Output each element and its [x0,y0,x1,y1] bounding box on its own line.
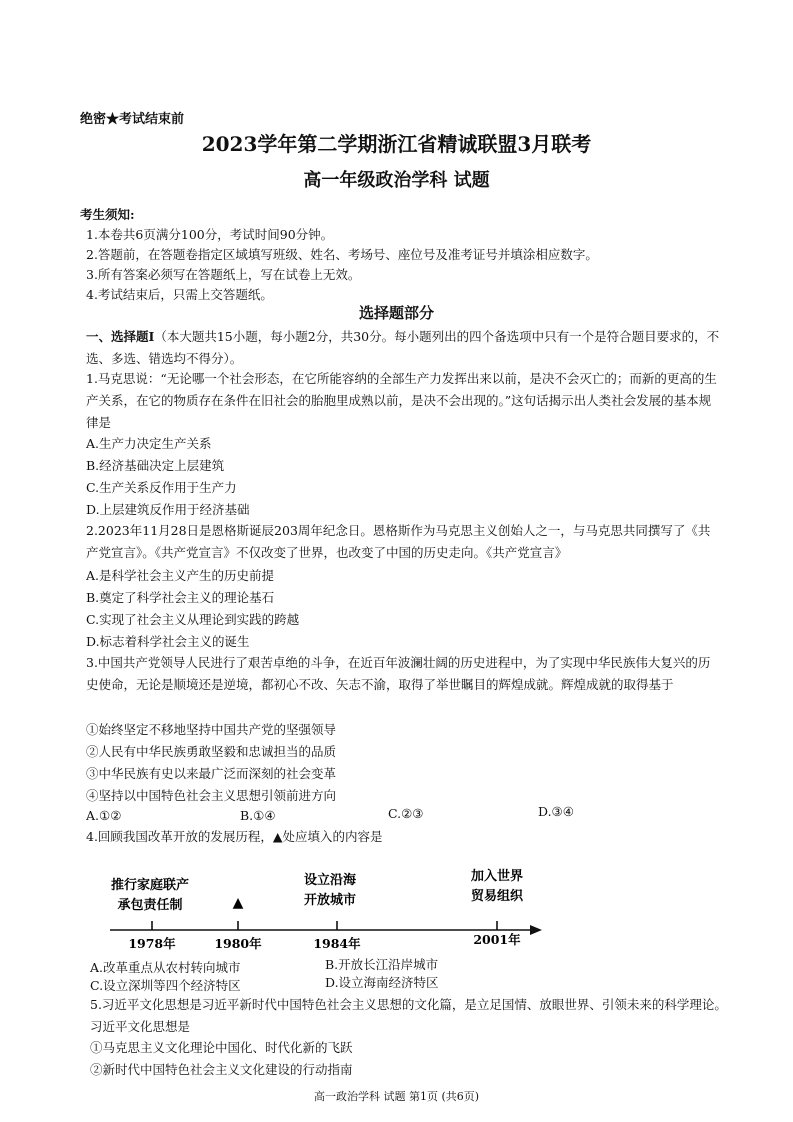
q3-option-d: D.③④ [538,804,574,819]
event-1978-line2: 承包责任制 [117,898,183,913]
notice-item: 2.答题前，在答题卷指定区域填写班级、姓名、考场号、座位号及准考证号并填涂相应数字。 [86,247,598,262]
q3-item-1: ①始终坚定不移地坚持中国共产党的坚强领导 [86,722,337,737]
notice-item: 3.所有答案必须写在答题纸上，写在试卷上无效。 [86,267,361,282]
part-intro-heading: 一、选择题Ⅰ [86,329,155,344]
q5-item-1: ①马克思主义文化理论中国化、时代化新的飞跃 [90,1040,353,1055]
notice-item: 4.考试结束后，只需上交答题纸。 [86,287,273,302]
q1-option-d: D.上层建筑反作用于经济基础 [86,502,250,517]
q1-option-a: A.生产力决定生产关系 [86,436,212,451]
q4-option-a: A.改革重点从农村转向城市 [90,960,241,975]
event-1984-line2: 开放城市 [303,893,357,908]
q2-option-d: D.标志着科学社会主义的诞生 [86,634,250,649]
confidential-label: 绝密★考试结束前 [80,112,185,127]
exam-subtitle: 高一年级政治学科 试题 [303,170,490,191]
year-2001: 2001年 [473,932,521,947]
q3-option-c: C.②③ [388,806,424,821]
q3-option-a: A.①② [86,808,122,823]
q2-option-a: A.是科学社会主义产生的历史前提 [86,568,275,583]
q4-stem: 4.回顾我国改革开放的发展历程，▲处应填入的内容是 [86,829,383,844]
event-1980-placeholder: ▲ [232,895,244,911]
q3-option-b: B.①④ [240,808,276,823]
q2-option-c: C.实现了社会主义从理论到实践的跨越 [86,612,300,627]
q3-stem: 3.中国共产党领导人民进行了艰苦卓绝的斗争，在近百年波澜壮阔的历史进程中，为了实现中华民族伟大复兴的历史使命，无论是顺境还是逆境，都初心不改、矢志不渝，取得了举世瞩目的辉煌成就。辉煌成就的取得基于 [86,655,711,692]
year-1978: 1978年 [128,936,176,951]
notice-heading: 考生须知: [80,207,135,222]
event-1978-line1: 推行家庭联产 [110,878,190,893]
q4-option-b: B.开放长江沿岸城市 [325,957,439,972]
q4-option-c: C.设立深圳等四个经济特区 [90,978,241,993]
timeline-arrow-icon [530,925,542,935]
q1-option-c: C.生产关系反作用于生产力 [86,480,237,495]
q2-option-b: B.奠定了科学社会主义的理论基石 [86,590,275,605]
exam-title: 2023学年第二学期浙江省精诚联盟3月联考 [201,132,592,156]
notice-item: 1.本卷共6页满分100分，考试时间90分钟。 [86,227,334,242]
year-1984: 1984年 [313,936,361,951]
event-1984-line1: 设立沿海 [303,873,357,888]
q3-item-3: ③中华民族有史以来最广泛而深刻的社会变革 [86,766,337,781]
event-2001-line2: 贸易组织 [470,889,524,904]
q5-stem: 5.习近平文化思想是习近平新时代中国特色社会主义思想的文化篇，是立足国情、放眼世界、引领未来的科学理论。习近平文化思想是 [90,997,727,1034]
q3-item-4: ④坚持以中国特色社会主义思想引领前进方向 [86,788,337,803]
event-2001-line1: 加入世界 [470,869,524,884]
q5-item-2: ②新时代中国特色社会主义文化建设的行动指南 [90,1062,353,1077]
part-intro-text: （本大题共15小题，每小题2分，共30分。每小题列出的四个备选项中只有一个是符合题目要求的，不选、多选、错选均不得分）。 [86,329,720,366]
q2-stem: 2.2023年11月28日是恩格斯诞辰203周年纪念日。恩格斯作为马克思主义创始人之一，与马克思共同撰写了《共产党宣言》。《共产党宣言》不仅改变了世界，也改变了中国的历史走向。《共产党宣言》 [86,523,711,560]
page-footer: 高一政治学科 试题 第1页 (共6页) [313,1090,480,1103]
q1-option-b: B.经济基础决定上层建筑 [86,458,225,473]
q3-item-2: ②人民有中华民族勇敢坚毅和忠诚担当的品质 [86,744,337,759]
q1-stem: 1.马克思说：“无论哪一个社会形态，在它所能容纳的全部生产力发挥出来以前，是决不会灭亡的；而新的更高的生产关系，在它的物质存在条件在旧社会的胎胞里成熟以前，是决不会出现的。”这句话揭示出人类社会发展的基本规律是 [86,371,717,430]
q4-option-d: D.设立海南经济特区 [325,975,439,990]
year-1980: 1980年 [214,936,262,951]
section-title: 选择题部分 [358,304,434,322]
